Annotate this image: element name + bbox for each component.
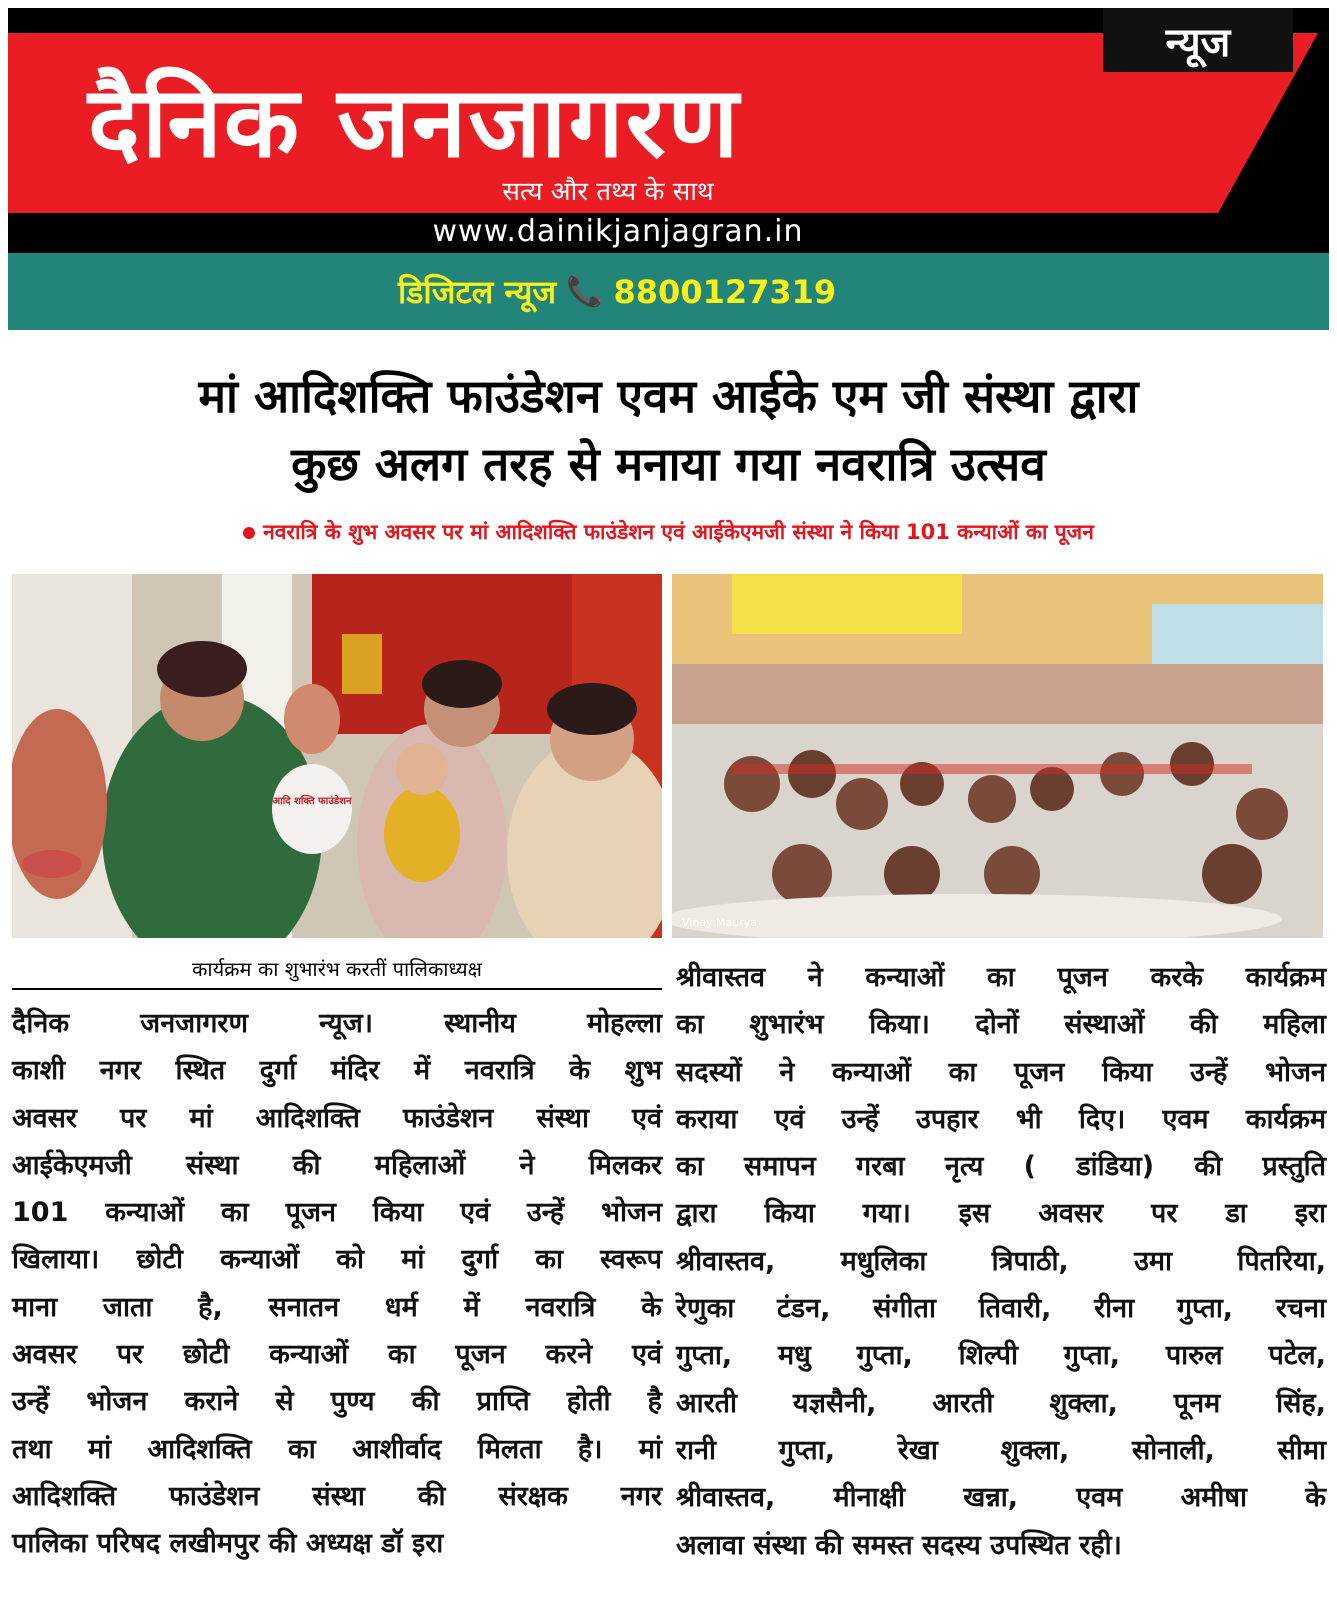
article-line: पालिका परिषद लखीमपुर की अध्यक्ष डॉ इरा	[12, 1528, 444, 1560]
article-line: आईकेएमजी संस्था की महिलाओं ने मिलकर	[12, 1149, 662, 1181]
photo-inauguration	[12, 574, 662, 938]
article-line: रेणुका टंडन, संगीता तिवारी, रीना गुप्ता, रचना	[676, 1293, 1326, 1325]
photo-kanya-pujan	[672, 574, 1323, 938]
website-url: www.dainikjanjagran.in	[432, 214, 804, 249]
article-line: काशी नगर स्थित दुर्गा मंदिर में नवरात्रि के शुभ	[12, 1055, 662, 1087]
article-line: अवसर पर मां आदिशक्ति फाउंडेशन संस्था एवं	[12, 1102, 662, 1134]
article-line: का शुभारंभ किया। दोनों संस्थाओं की महिला	[676, 1009, 1326, 1041]
article-line: आदिशक्ति फाउंडेशन संस्था की संरक्षक नगर	[12, 1480, 662, 1512]
article-line: का समापन गरबा नृत्य ( डांडिया) की प्रस्तुति	[676, 1151, 1326, 1183]
phone-icon: 📞	[566, 274, 604, 309]
article-line: कराया एवं उन्हें उपहार भी दिए। एवम कार्यक्रम	[676, 1103, 1326, 1135]
article-line: आरती यज्ञसैनी, आरती शुक्ला, पूनम सिंह,	[676, 1387, 1326, 1419]
article-line: गुप्ता, मधु गुप्ता, शिल्पी गुप्ता, पारुल पटेल,	[676, 1340, 1326, 1372]
photo-sign-text: आदि शक्ति फाउंडेशन	[272, 796, 352, 807]
subheadline	[0, 518, 1337, 546]
article-line: द्वारा किया गया। इस अवसर पर डा इरा	[676, 1198, 1326, 1230]
article-line: खिलाया। छोटी कन्याओं को मां दुर्गा का स्वरूप	[12, 1244, 662, 1276]
headline-line-2: कुछ अलग तरह से मनाया गया नवरात्रि उत्सव	[291, 437, 1046, 491]
subheadline-text: नवरात्रि के शुभ अवसर पर मां आदिशक्ति फाउंडेशन एवं आईकेएमजी संस्था ने किया 101 कन्याओं का पूजन	[263, 520, 1094, 544]
article-line: श्रीवास्तव ने कन्याओं का पूजन करके कार्यक्रम	[676, 962, 1326, 993]
bullet-icon	[243, 527, 255, 539]
tagline: सत्य और तथ्य के साथ	[502, 177, 714, 207]
article-line: अलावा संस्था की समस्त सदस्य उपस्थित रही।	[676, 1529, 1122, 1561]
news-tag: न्यूज	[1103, 8, 1293, 72]
article-line: अवसर पर छोटी कन्याओं का पूजन करने एवं	[12, 1339, 662, 1371]
photo-caption: कार्यक्रम का शुभारंभ करतीं पालिकाध्यक्ष	[192, 957, 482, 981]
photo-credit: Vinay Maurya	[682, 916, 758, 929]
digital-news-bar	[8, 253, 1329, 330]
article-line: सदस्यों ने कन्याओं का पूजन किया उन्हें भोजन	[676, 1056, 1326, 1088]
article-line: 101 कन्याओं का पूजन किया एवं उन्हें भोजन	[12, 1197, 662, 1229]
article-line: दैनिक जनजागरण न्यूज। स्थानीय मोहल्ला	[12, 1008, 662, 1039]
brand-logo-text: दैनिक जनजागरण	[88, 66, 741, 180]
article-line: माना जाता है, सनातन धर्म में नवरात्रि के	[12, 1291, 662, 1323]
article-line: उन्हें भोजन कराने से पुण्य की प्राप्ति होती है	[12, 1386, 662, 1418]
article-line: श्रीवास्तव, मधुलिका त्रिपाठी, उमा पितरिया,	[676, 1245, 1326, 1277]
article-column-right	[676, 954, 1326, 1569]
article-line: तथा मां आदिशक्ति का आशीर्वाद मिलता है। मां	[12, 1433, 662, 1465]
article-column-left	[12, 1000, 662, 1568]
article-line: रानी गुप्ता, रेखा शुक्ला, सोनाली, सीमा	[676, 1434, 1326, 1466]
headline	[0, 362, 1337, 498]
phone-number: 8800127319	[613, 272, 837, 311]
article-line: श्रीवास्तव, मीनाक्षी खन्ना, एवम अमीषा के	[676, 1482, 1326, 1514]
digital-news-label: डिजिटल न्यूज	[398, 273, 557, 311]
headline-line-1: मां आदिशक्ति फाउंडेशन एवम आईके एम जी संस्था द्वारा	[198, 369, 1139, 423]
caption-divider	[12, 988, 662, 990]
masthead	[8, 8, 1329, 330]
